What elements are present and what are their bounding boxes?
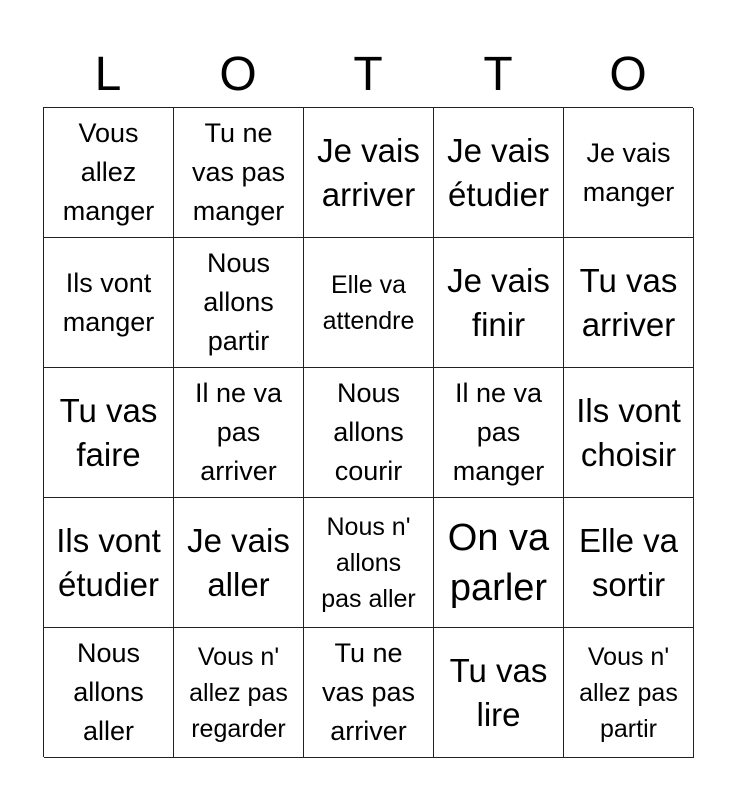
cell-text: Je vais manger [582, 137, 675, 207]
cell-text: Ils vont choisir [576, 391, 681, 473]
board-cell[interactable] [434, 368, 564, 498]
board-cell[interactable] [174, 108, 304, 238]
cell-text: Tu vas faire [59, 391, 158, 473]
lotto-board [43, 107, 693, 757]
board-cell[interactable] [44, 368, 174, 498]
cell-text: Vous n' allez pas regarder [189, 642, 288, 743]
cell-text: Je vais étudier [447, 131, 550, 213]
cell-text: Ils vont étudier [56, 521, 161, 603]
board-cell[interactable] [44, 108, 174, 238]
cell-text: Nous n' allons pas aller [321, 512, 416, 613]
cell-text: Je vais aller [187, 521, 290, 603]
cell-text: Vous allez manger [62, 118, 155, 226]
cell-text: Ils vont manger [62, 267, 155, 337]
board-cell[interactable] [564, 368, 694, 498]
cell-text: Nous allons partir [203, 248, 274, 356]
cell-text: Je vais arriver [317, 131, 420, 213]
cell-text: Elle va attendre [322, 270, 415, 335]
board-cell[interactable] [564, 628, 694, 758]
cell-text: Tu vas lire [449, 651, 548, 733]
board-cell[interactable] [304, 368, 434, 498]
board-cell[interactable] [44, 628, 174, 758]
cell-text: Tu ne vas pas arriver [321, 638, 416, 746]
board-cell[interactable] [564, 108, 694, 238]
title-letter: O [219, 48, 257, 101]
board-cell[interactable] [304, 108, 434, 238]
cell-text: Nous allons aller [73, 638, 144, 746]
lotto-title [43, 44, 693, 106]
board-cell[interactable] [434, 238, 564, 368]
cell-text: Elle va sortir [578, 521, 679, 603]
board-cell[interactable] [434, 498, 564, 628]
cell-text: Tu ne vas pas manger [191, 118, 286, 226]
board-cell[interactable] [434, 108, 564, 238]
title-letter: L [94, 48, 122, 101]
cell-text: Je vais finir [447, 261, 550, 343]
board-cell[interactable] [174, 238, 304, 368]
title-letter: O [609, 48, 647, 101]
board-cell[interactable] [304, 498, 434, 628]
board-cell[interactable] [434, 628, 564, 758]
cell-text: Nous allons courir [333, 378, 404, 486]
cell-text: Il ne va pas arriver [194, 378, 283, 486]
board-cell[interactable] [564, 238, 694, 368]
board-cell[interactable] [564, 498, 694, 628]
board-cell[interactable] [304, 628, 434, 758]
title-letter: T [483, 48, 513, 101]
board-cell[interactable] [174, 628, 304, 758]
board-cell[interactable] [174, 498, 304, 628]
cell-text: On va parler [447, 516, 550, 609]
cell-text: Il ne va pas manger [452, 378, 545, 486]
board-cell[interactable] [44, 498, 174, 628]
board-cell[interactable] [174, 368, 304, 498]
title-letter: T [353, 48, 383, 101]
board-cell[interactable] [304, 238, 434, 368]
cell-text: Vous n' allez pas partir [579, 642, 678, 743]
board-cell[interactable] [44, 238, 174, 368]
cell-text: Tu vas arriver [579, 261, 678, 343]
